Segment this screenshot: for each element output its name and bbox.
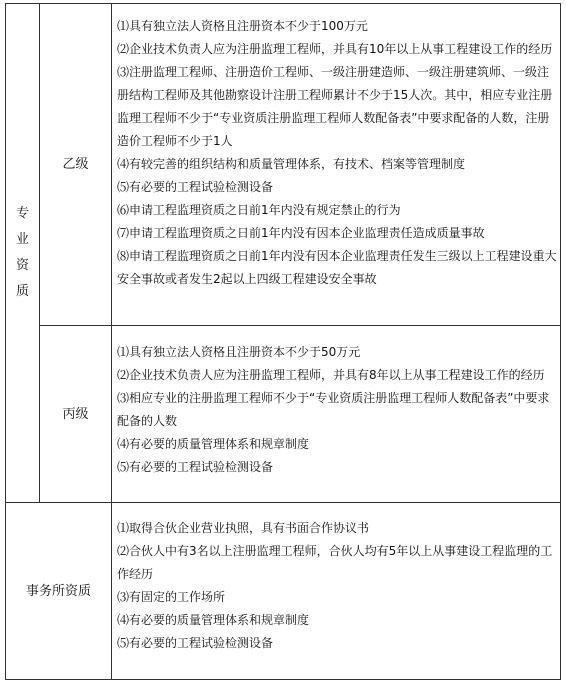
professional-qualification-label xyxy=(6,4,39,502)
firm-qualification-label: 事务所资质 xyxy=(25,583,91,599)
requirement-item: ⑸有必要的工程试验检测设备 xyxy=(117,180,274,194)
requirement-item: ⑺申请工程监理资质之日前1年内没有因本企业监理责任造成质量事故 xyxy=(117,226,485,240)
requirement-item: ⑴取得合伙企业营业执照，具有书面合作协议书 xyxy=(117,521,370,535)
grade-b-label: 乙级 xyxy=(62,157,89,172)
border-bottom xyxy=(5,679,561,680)
requirement-item: ⑴具有独立法人资格且注册资本不少于100万元 xyxy=(117,19,368,33)
requirement-item: ⑵企业技术负责人应为注册监理工程师，并具有10年以上从事工程建设工作的经历 xyxy=(117,42,553,56)
requirement-item: ⑵企业技术负责人应为注册监理工程师，并具有8年以上从事工程建设工作的经历 xyxy=(117,368,545,382)
qualification-table xyxy=(5,3,561,680)
grade-b-requirements xyxy=(117,15,557,320)
requirement-item: ⑸有必要的工程试验检测设备 xyxy=(117,460,274,474)
firm-requirements xyxy=(117,517,557,677)
requirement-item: ⑷有必要的质量管理体系和规章制度 xyxy=(117,437,310,451)
label-char: 专 xyxy=(15,206,29,221)
requirement-item: ⑷有较完善的组织结构和质量管理体系，有技术、档案等管理制度 xyxy=(117,157,466,171)
requirement-item: ⑹申请工程监理资质之日前1年内没有规定禁止的行为 xyxy=(117,203,401,217)
border-right xyxy=(560,3,561,680)
requirement-item: ⑴具有独立法人资格且注册资本不少于50万元 xyxy=(117,345,361,359)
requirement-item: ⑵合伙人中有3名以上注册监理工程师，合伙人均有5年以上从事建设工程监理的工作经历 xyxy=(117,544,553,581)
requirement-item: ⑷有必要的质量管理体系和规章制度 xyxy=(117,613,310,627)
label-char: 资 xyxy=(15,258,29,273)
label-char: 业 xyxy=(15,232,29,247)
label-char: 质 xyxy=(15,284,29,299)
grade-c-requirements xyxy=(117,341,557,499)
border-col2 xyxy=(111,3,112,680)
requirement-item: ⑶相应专业的注册监理工程师不少于“专业资质注册监理工程师人数配备表”中要求配备的人数 xyxy=(117,391,550,428)
requirement-item: ⑶有固定的工作场所 xyxy=(117,590,226,604)
requirement-item: ⑶注册监理工程师、注册造价工程师、一级注册建造师、一级注册建筑师、一级注册结构工程师及其他勘察设计注册工程师累计不少于15人次。其中，相应专业注册监理工程师不少于“专业资质注册监理工程师人数配备表”中要求配备的人数，注册造价工程师不少于1人 xyxy=(117,65,553,148)
border-grade-divider xyxy=(39,325,561,326)
grade-c-label: 丙级 xyxy=(62,406,89,422)
requirement-item: ⑻申请工程监理资质之日前1年内没有因本企业监理责任发生三级以上工程建设重大安全事故或者发生2起以上四级工程建设安全事故 xyxy=(117,249,557,286)
requirement-item: ⑸有必要的工程试验检测设备 xyxy=(117,636,274,650)
